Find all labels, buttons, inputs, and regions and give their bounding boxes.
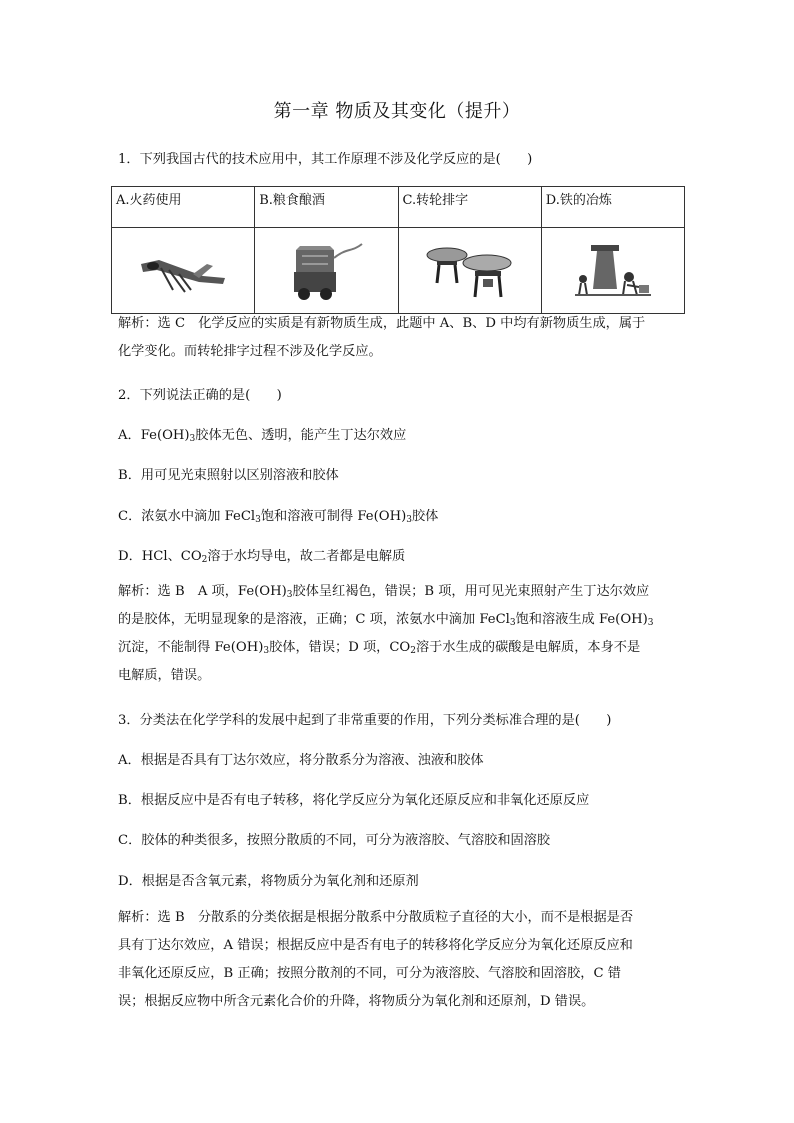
q1-image-a-cell — [112, 228, 255, 314]
q2-option-a: A．$Fe(OH)_3$胶体无色、透明，能产生丁达尔效应 — [118, 428, 407, 444]
liquor-distilling-image — [286, 238, 366, 304]
q2-analysis-line-1: 解析：选 B A 项，$Fe(OH)_3$胶体呈红褐色，错误；B 项，用可见光束照射产生丁达尔效应 — [118, 584, 650, 600]
q1-options-table — [111, 186, 685, 314]
q1-option-a: A.火药使用 — [112, 187, 255, 228]
q1-analysis-line-1: 解析：选 C 化学反应的实质是有新物质生成，此题中 A、B、D 中均有新物质生成，属于 — [118, 316, 646, 331]
q1-analysis-line-2: 化学变化。而转轮排字过程不涉及化学反应。 — [118, 344, 382, 359]
q1-stem: 1．下列我国古代的技术应用中，其工作原理不涉及化学反应的是( ) — [118, 152, 533, 167]
chapter-title: 第一章 物质及其变化（提升） — [273, 101, 521, 122]
q2-analysis-line-2: 的是胶体，无明显现象的是溶液，正确；C 项，浓氨水中滴加 FeCl$_3$饱和溶液生成 $Fe(OH)_3$ — [118, 612, 654, 628]
q3-analysis-line-4: 误；根据反应物中所含元素化合价的升降，将物质分为氧化剂和还原剂，D 错误。 — [118, 994, 595, 1009]
q2-analysis-line-3: 沉淀，不能制得 $Fe(OH)_3$胶体，错误；D 项，$CO_2$溶于水生成的碳酸是电解质，本身不是 — [118, 640, 641, 656]
q2-option-b: B．用可见光束照射以区别溶液和胶体 — [118, 468, 339, 483]
q2-option-c: C．浓氨水中滴加 FeCl$_3$饱和溶液可制得 $Fe(OH)_3$胶体 — [118, 509, 439, 525]
q1-image-d-cell — [541, 228, 684, 314]
q3-analysis-line-1: 解析：选 B 分散系的分类依据是根据分散系中分散质粒子直径的大小，而不是根据是否 — [118, 910, 634, 925]
iron-smelting-image — [573, 241, 653, 301]
q1-option-b: B.粮食酿酒 — [255, 187, 398, 228]
q3-option-c: C．胶体的种类很多，按照分散质的不同，可分为液溶胶、气溶胶和固溶胶 — [118, 833, 551, 848]
q3-option-d: D．根据是否含氧元素，将物质分为氧化剂和还原剂 — [118, 874, 419, 889]
q1-option-d: D.铁的冶炼 — [541, 187, 684, 228]
q2-stem: 2．下列说法正确的是( ) — [118, 388, 282, 403]
q2-analysis-line-4: 电解质，错误。 — [118, 668, 211, 683]
q1-option-c: C.转轮排字 — [398, 187, 541, 228]
q3-analysis-line-2: 具有丁达尔效应，A 错误；根据反应中是否有电子的转移将化学反应分为氧化还原反应和 — [118, 938, 633, 953]
q1-image-c-cell — [398, 228, 541, 314]
q3-analysis-line-3: 非氧化还原反应，B 正确；按照分散剂的不同，可分为液溶胶、气溶胶和固溶胶，C 错 — [118, 966, 621, 981]
firework-launcher-image — [133, 246, 233, 296]
q2-option-d: D．HCl、$CO_2$溶于水均导电，故二者都是电解质 — [118, 549, 406, 565]
q3-option-b: B．根据反应中是否有电子转移，将化学反应分为氧化还原反应和非氧化还原反应 — [118, 793, 590, 808]
q3-stem: 3．分类法在化学学科的发展中起到了非常重要的作用，下列分类标准合理的是( ) — [118, 713, 612, 728]
q3-option-a: A．根据是否具有丁达尔效应，将分散系分为溶液、浊液和胶体 — [118, 753, 484, 768]
q1-image-b-cell — [255, 228, 398, 314]
rotating-type-table-image — [425, 241, 515, 301]
